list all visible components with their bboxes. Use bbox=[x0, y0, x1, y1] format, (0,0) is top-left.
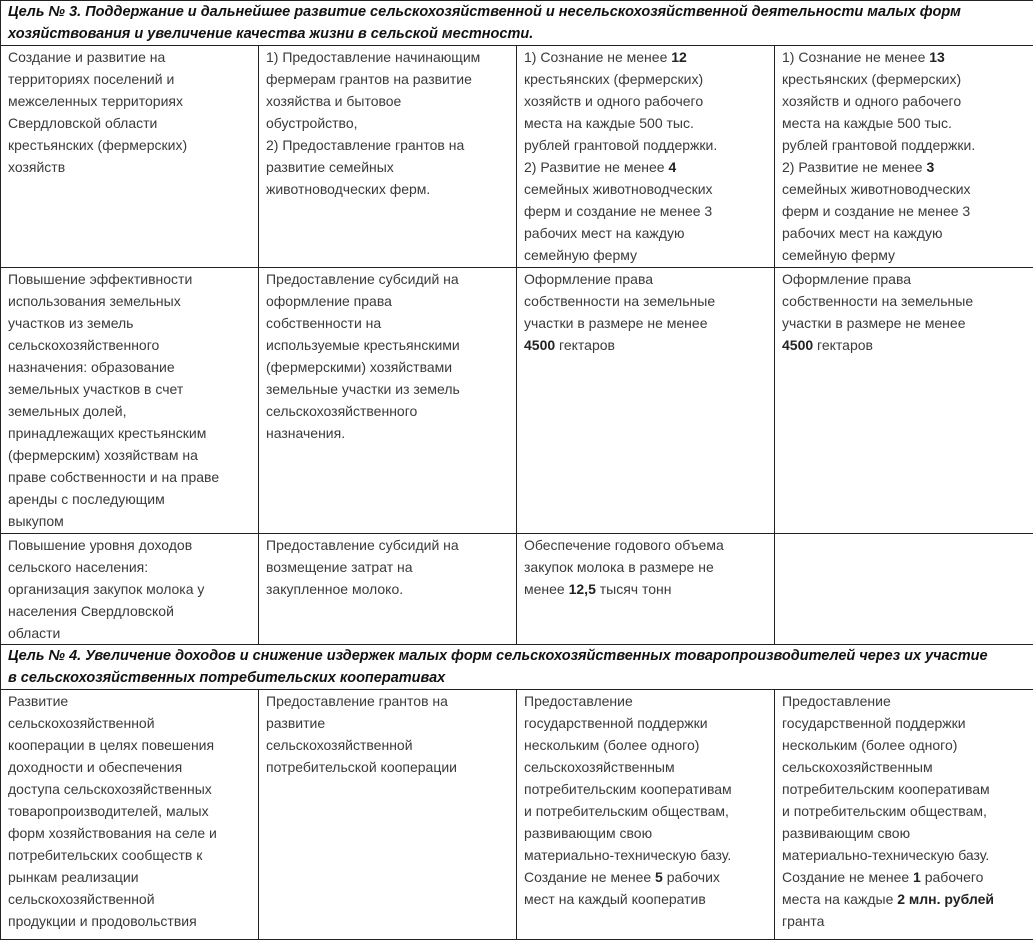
cell-line bbox=[524, 578, 774, 600]
cell-indicator-target-b bbox=[775, 690, 1033, 940]
cell-line bbox=[8, 600, 258, 622]
cell-indicator-target-a bbox=[517, 534, 775, 645]
text: Предоставление bbox=[524, 693, 633, 709]
text: материально-техническую базу. bbox=[782, 847, 989, 863]
table-row bbox=[1, 534, 1033, 645]
cell-line bbox=[8, 800, 258, 822]
cell-line bbox=[266, 290, 516, 312]
cell-line bbox=[782, 690, 1033, 712]
text: нескольким (более одного) bbox=[782, 737, 957, 753]
cell-line bbox=[782, 778, 1033, 800]
cell-line bbox=[524, 290, 774, 312]
text: рабочих bbox=[663, 869, 720, 885]
text: Развитие bbox=[8, 693, 68, 709]
cell-line bbox=[266, 378, 516, 400]
cell-line bbox=[8, 888, 258, 910]
cell-line bbox=[782, 112, 1033, 134]
text: земельных участков в счет bbox=[8, 381, 183, 397]
text: развивающим свою bbox=[782, 825, 910, 841]
cell-line bbox=[266, 178, 516, 200]
cell-line bbox=[524, 200, 774, 222]
text: товаропроизводителей, малых bbox=[8, 803, 209, 819]
text: принадлежащих крестьянским bbox=[8, 425, 206, 441]
cell-line bbox=[782, 888, 1033, 910]
cell-line bbox=[266, 156, 516, 178]
cell-task bbox=[1, 268, 259, 534]
cell-measure bbox=[259, 46, 517, 268]
cell-line bbox=[524, 68, 774, 90]
cell-line bbox=[266, 734, 516, 756]
text: государственной поддержки bbox=[782, 715, 966, 731]
text: сельскохозяйственным bbox=[782, 759, 933, 775]
text: кооперации в целях повешения bbox=[8, 737, 214, 753]
bold-value: 2 млн. рублей bbox=[897, 891, 994, 907]
cell-line bbox=[266, 90, 516, 112]
cell-line bbox=[524, 334, 774, 356]
text: сельскохозяйственной bbox=[8, 891, 155, 907]
text: рынкам реализации bbox=[8, 869, 139, 885]
cell-line bbox=[266, 46, 516, 68]
goal-row bbox=[1, 1, 1033, 46]
cell-indicator-target-b bbox=[775, 534, 1033, 645]
cell-line bbox=[8, 312, 258, 334]
text: государственной поддержки bbox=[524, 715, 708, 731]
text: участки в размере не менее bbox=[524, 315, 707, 331]
text: Обеспечение годового объема bbox=[524, 537, 724, 553]
cell-line bbox=[8, 778, 258, 800]
cell-line bbox=[524, 46, 774, 68]
text: гектаров bbox=[813, 337, 873, 353]
text: доступа сельскохозяйственных bbox=[8, 781, 212, 797]
cell-line bbox=[8, 400, 258, 422]
cell-line bbox=[524, 156, 774, 178]
cell-line bbox=[524, 844, 774, 866]
text: сельскохозяйственной bbox=[8, 715, 155, 731]
text: материально-техническую базу. bbox=[524, 847, 731, 863]
text: крестьянских (фермерских) bbox=[8, 137, 187, 153]
cell-line bbox=[782, 712, 1033, 734]
cell-line bbox=[524, 178, 774, 200]
cell-line bbox=[782, 800, 1033, 822]
cell-line bbox=[266, 422, 516, 444]
cell-line bbox=[782, 156, 1033, 178]
cell-line bbox=[782, 756, 1033, 778]
text: земельные участки из земель bbox=[266, 381, 460, 397]
text: сельскохозяйственным bbox=[524, 759, 675, 775]
cell-measure bbox=[259, 268, 517, 534]
text: семейную ферму bbox=[524, 247, 637, 263]
cell-line bbox=[8, 68, 258, 90]
cell-line bbox=[266, 112, 516, 134]
text: менее bbox=[524, 581, 569, 597]
cell-task bbox=[1, 534, 259, 645]
cell-line bbox=[524, 534, 774, 556]
text: семейных животноводческих bbox=[782, 181, 971, 197]
cell-line bbox=[8, 822, 258, 844]
cell-line bbox=[782, 178, 1033, 200]
text: животноводческих ферм. bbox=[266, 181, 430, 197]
text: Повышение эффективности bbox=[8, 271, 192, 287]
cell-line bbox=[8, 556, 258, 578]
cell-line bbox=[8, 444, 258, 466]
cell-line bbox=[8, 422, 258, 444]
cell-indicator-target-a bbox=[517, 268, 775, 534]
text: развитие семейных bbox=[266, 159, 394, 175]
text: семейных животноводческих bbox=[524, 181, 713, 197]
text: назначения: образование bbox=[8, 359, 175, 375]
cell-line bbox=[8, 378, 258, 400]
text: 1) Сознание не менее bbox=[782, 49, 929, 65]
text: Оформление права bbox=[524, 271, 653, 287]
text: 1) Сознание не менее bbox=[524, 49, 671, 65]
text: праве собственности и на праве bbox=[8, 469, 219, 485]
text: места на каждые bbox=[782, 891, 897, 907]
bold-value: 4500 bbox=[782, 337, 813, 353]
text: нескольким (более одного) bbox=[524, 737, 699, 753]
cell-line bbox=[8, 578, 258, 600]
text: Создание и развитие на bbox=[8, 49, 165, 65]
text: форм хозяйствования на селе и bbox=[8, 825, 217, 841]
text: ферм и создание не менее 3 bbox=[782, 203, 970, 219]
cell-line bbox=[524, 690, 774, 712]
cell-line bbox=[782, 268, 1033, 290]
cell-line bbox=[524, 888, 774, 910]
cell-line bbox=[782, 866, 1033, 888]
text: гектаров bbox=[555, 337, 615, 353]
text: населения Свердловской bbox=[8, 603, 174, 619]
cell-line bbox=[266, 690, 516, 712]
cell-task bbox=[1, 46, 259, 268]
text: рабочих мест на каждую bbox=[524, 225, 684, 241]
text: хозяйств bbox=[8, 159, 65, 175]
bold-value: 4500 bbox=[524, 337, 555, 353]
text: хозяйств и одного рабочего bbox=[524, 93, 703, 109]
cell-line bbox=[524, 734, 774, 756]
text: назначения. bbox=[266, 425, 345, 441]
goal-heading bbox=[1, 645, 1033, 690]
cell-line bbox=[266, 556, 516, 578]
cell-line bbox=[8, 290, 258, 312]
cell-line bbox=[8, 534, 258, 556]
bold-value: 12 bbox=[671, 49, 687, 65]
cell-line bbox=[782, 200, 1033, 222]
text: 2) Предоставление грантов на bbox=[266, 137, 464, 153]
cell-line bbox=[782, 734, 1033, 756]
text: организация закупок молока у bbox=[8, 581, 204, 597]
text: хозяйства и бытовое bbox=[266, 93, 401, 109]
text: развивающим свою bbox=[524, 825, 652, 841]
cell-line bbox=[782, 844, 1033, 866]
cell-indicator-target-b bbox=[775, 268, 1033, 534]
text: Предоставление bbox=[782, 693, 891, 709]
cell-line bbox=[266, 712, 516, 734]
cell-indicator-target-a bbox=[517, 46, 775, 268]
text: земельных долей, bbox=[8, 403, 126, 419]
bold-value: 5 bbox=[655, 869, 663, 885]
text: и потребительским обществам, bbox=[524, 803, 729, 819]
text: возмещение затрат на bbox=[266, 559, 413, 575]
text: сельскохозяйственного bbox=[8, 337, 159, 353]
text: 2) Развитие не менее bbox=[524, 159, 668, 175]
cell-line bbox=[782, 312, 1033, 334]
cell-line bbox=[782, 90, 1033, 112]
cell-line bbox=[8, 356, 258, 378]
table-row bbox=[1, 46, 1033, 268]
cell-line bbox=[524, 712, 774, 734]
text: крестьянских (фермерских) bbox=[524, 71, 703, 87]
text: рабочих мест на каждую bbox=[782, 225, 942, 241]
text: гранта bbox=[782, 913, 824, 929]
text: сельского населения: bbox=[8, 559, 148, 575]
text: сельскохозяйственной bbox=[266, 737, 413, 753]
bold-value: 13 bbox=[929, 49, 945, 65]
cell-indicator-target-b bbox=[775, 46, 1033, 268]
cell-line bbox=[524, 822, 774, 844]
text: фермерам грантов на развитие bbox=[266, 71, 472, 87]
cell-line bbox=[8, 46, 258, 68]
text: Свердловской области bbox=[8, 115, 157, 131]
text: хозяйств и одного рабочего bbox=[782, 93, 961, 109]
text: крестьянских (фермерских) bbox=[782, 71, 961, 87]
cell-line bbox=[266, 534, 516, 556]
text: собственности на bbox=[266, 315, 381, 331]
text: Оформление права bbox=[782, 271, 911, 287]
table-row bbox=[1, 690, 1033, 940]
text: Предоставление грантов на bbox=[266, 693, 448, 709]
text: 1) Предоставление начинающим bbox=[266, 49, 480, 65]
text: области bbox=[8, 625, 60, 641]
cell-line bbox=[524, 778, 774, 800]
text: собственности на земельные bbox=[782, 293, 973, 309]
cell-line bbox=[8, 910, 258, 932]
cell-line bbox=[266, 312, 516, 334]
cell-line bbox=[524, 112, 774, 134]
text: Предоставление субсидий на bbox=[266, 271, 459, 287]
cell-line bbox=[524, 222, 774, 244]
text: места на каждые 500 тыс. bbox=[524, 115, 694, 131]
text: используемые крестьянскими bbox=[266, 337, 460, 353]
text: доходности и обеспечения bbox=[8, 759, 182, 775]
text: рублей грантовой поддержки. bbox=[524, 137, 717, 153]
cell-line bbox=[8, 690, 258, 712]
text: потребительских сообществ к bbox=[8, 847, 202, 863]
cell-line bbox=[8, 756, 258, 778]
cell-line bbox=[524, 312, 774, 334]
text: участки в размере не менее bbox=[782, 315, 965, 331]
cell-line bbox=[8, 134, 258, 156]
goal-row bbox=[1, 645, 1033, 690]
cell-line bbox=[782, 222, 1033, 244]
bold-value: 3 bbox=[926, 159, 934, 175]
text: тысяч тонн bbox=[596, 581, 672, 597]
text: мест на каждый кооператив bbox=[524, 891, 706, 907]
cell-line bbox=[782, 290, 1033, 312]
text: (фермерскими) хозяйствами bbox=[266, 359, 452, 375]
cell-line bbox=[782, 134, 1033, 156]
text: (фермерским) хозяйствам на bbox=[8, 447, 198, 463]
cell-line bbox=[524, 556, 774, 578]
text: Повышение уровня доходов bbox=[8, 537, 192, 553]
cell-line bbox=[8, 112, 258, 134]
cell-line bbox=[8, 712, 258, 734]
cell-line bbox=[266, 134, 516, 156]
text: семейную ферму bbox=[782, 247, 895, 263]
cell-line bbox=[782, 244, 1033, 266]
text: обустройство, bbox=[266, 115, 358, 131]
bold-value: 12,5 bbox=[569, 581, 596, 597]
cell-line bbox=[524, 800, 774, 822]
text: закупок молока в размере не bbox=[524, 559, 714, 575]
goal-heading-line: Цель № 3. Поддержание и дальнейшее развитие сельскохозяйственной и несельскохозяйственной деятельности малых форм bbox=[8, 1, 1033, 23]
table-row bbox=[1, 268, 1033, 534]
cell-line bbox=[8, 622, 258, 644]
cell-line bbox=[782, 910, 1033, 932]
cell-line bbox=[524, 268, 774, 290]
text: межселенных территориях bbox=[8, 93, 183, 109]
text: и потребительским обществам, bbox=[782, 803, 987, 819]
cell-line bbox=[266, 578, 516, 600]
goal-heading bbox=[1, 1, 1033, 46]
bold-value: 4 bbox=[668, 159, 676, 175]
cell-line bbox=[8, 334, 258, 356]
cell-line bbox=[524, 134, 774, 156]
cell-line bbox=[782, 822, 1033, 844]
cell-line bbox=[8, 488, 258, 510]
goal-heading-line: хозяйствования и увеличение качества жизни в сельской местности. bbox=[8, 23, 1033, 45]
text: Создание не менее bbox=[782, 869, 913, 885]
cell-line bbox=[8, 268, 258, 290]
cell-line bbox=[524, 90, 774, 112]
cell-line bbox=[782, 334, 1033, 356]
text: Создание не менее bbox=[524, 869, 655, 885]
text: сельскохозяйственного bbox=[266, 403, 417, 419]
cell-line bbox=[8, 90, 258, 112]
text: собственности на земельные bbox=[524, 293, 715, 309]
text: развитие bbox=[266, 715, 325, 731]
text: продукции и продовольствия bbox=[8, 913, 197, 929]
text: потребительской кооперации bbox=[266, 759, 457, 775]
cell-measure bbox=[259, 690, 517, 940]
text: рублей грантовой поддержки. bbox=[782, 137, 975, 153]
text: потребительским кооперативам bbox=[782, 781, 990, 797]
text: оформление права bbox=[266, 293, 392, 309]
cell-task bbox=[1, 690, 259, 940]
cell-line bbox=[266, 400, 516, 422]
cell-line bbox=[266, 356, 516, 378]
cell-line bbox=[266, 68, 516, 90]
cell-measure bbox=[259, 534, 517, 645]
cell-line bbox=[266, 268, 516, 290]
cell-line bbox=[266, 756, 516, 778]
cell-line bbox=[782, 68, 1033, 90]
text: места на каждые 500 тыс. bbox=[782, 115, 952, 131]
text: использования земельных bbox=[8, 293, 181, 309]
goal-heading-line: в сельскохозяйственных потребительских кооперативах bbox=[8, 667, 1033, 689]
cell-indicator-target-a bbox=[517, 690, 775, 940]
text: выкупом bbox=[8, 513, 64, 529]
text: Предоставление субсидий на bbox=[266, 537, 459, 553]
cell-line bbox=[266, 334, 516, 356]
cell-line bbox=[8, 866, 258, 888]
cell-line bbox=[8, 510, 258, 532]
cell-line bbox=[8, 466, 258, 488]
text: 2) Развитие не менее bbox=[782, 159, 926, 175]
text: ферм и создание не менее 3 bbox=[524, 203, 712, 219]
text: участков из земель bbox=[8, 315, 133, 331]
cell-line bbox=[524, 756, 774, 778]
text: потребительским кооперативам bbox=[524, 781, 732, 797]
cell-line bbox=[782, 46, 1033, 68]
cell-line bbox=[8, 156, 258, 178]
text: рабочего bbox=[921, 869, 984, 885]
text: территориях поселений и bbox=[8, 71, 174, 87]
text: закупленное молоко. bbox=[266, 581, 403, 597]
cell-line bbox=[524, 244, 774, 266]
text: аренды с последующим bbox=[8, 491, 165, 507]
cell-line bbox=[524, 866, 774, 888]
bold-value: 1 bbox=[913, 869, 921, 885]
goal-heading-line: Цель № 4. Увеличение доходов и снижение издержек малых форм сельскохозяйственных товаропроизводителей через их участие bbox=[8, 645, 1033, 667]
cell-line bbox=[8, 734, 258, 756]
cell-line bbox=[8, 844, 258, 866]
